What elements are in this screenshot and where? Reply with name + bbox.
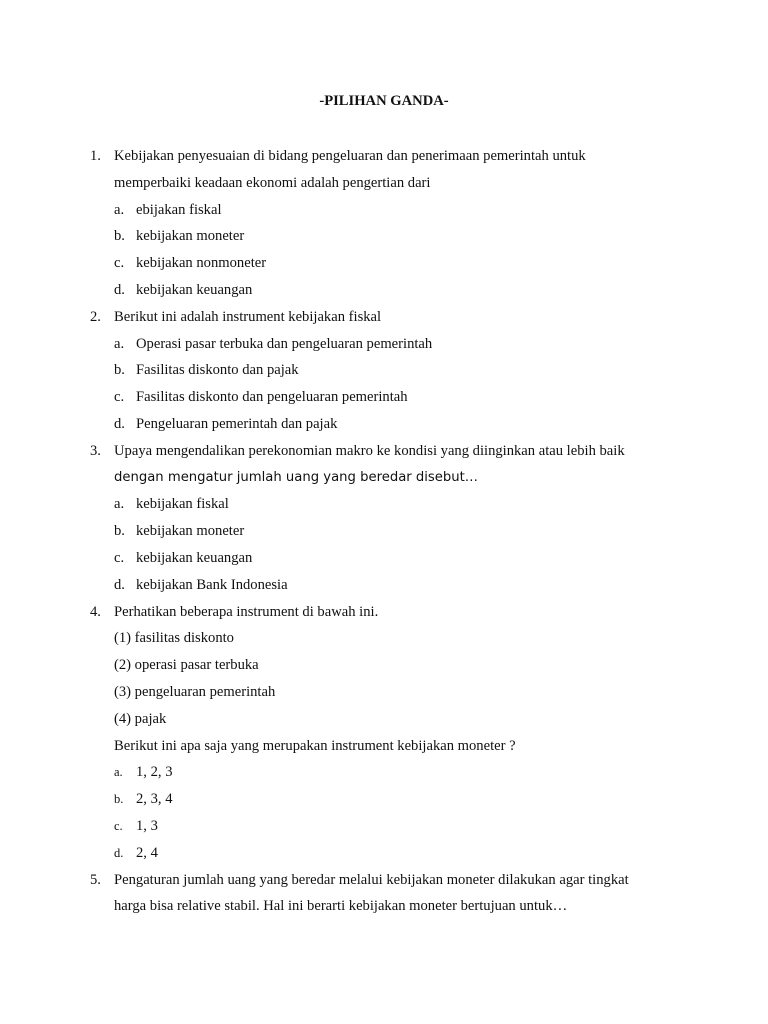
list-item bbox=[0, 652, 768, 679]
question-number: 2. bbox=[90, 308, 101, 325]
option-a bbox=[0, 197, 768, 224]
option-label: d. bbox=[114, 845, 124, 860]
question-text: Kebijakan penyesuaian di bidang pengeluaran dan penerimaan pemerintah untuk bbox=[114, 148, 586, 164]
question-4 bbox=[0, 599, 768, 867]
question-text: Upaya mengendalikan perekonomian makro ke kondisi yang diinginkan atau lebih baik bbox=[114, 442, 625, 459]
question-number: 4. bbox=[90, 603, 101, 620]
option-label: d. bbox=[114, 281, 125, 298]
option-text: ebijakan fiskal bbox=[136, 201, 222, 218]
question-text: Pengaturan jumlah uang yang beredar melalui kebijakan moneter dilakukan agar tingkat bbox=[114, 871, 629, 888]
option-d bbox=[0, 277, 768, 304]
option-text: 1, 3 bbox=[136, 817, 158, 834]
option-label: b. bbox=[114, 362, 125, 379]
option-c bbox=[0, 813, 768, 840]
option-text: kebijakan fiskal bbox=[136, 496, 229, 513]
instrument-item: (2) operasi pasar terbuka bbox=[114, 657, 259, 674]
option-label: b. bbox=[114, 523, 125, 540]
option-a bbox=[0, 491, 768, 518]
option-text: kebijakan Bank Indonesia bbox=[136, 576, 288, 593]
option-label: c. bbox=[114, 549, 125, 566]
option-label: a. bbox=[114, 765, 123, 780]
question-number: 1. bbox=[90, 148, 101, 164]
option-label: a. bbox=[114, 335, 125, 352]
question-text: Berikut ini adalah instrument kebijakan fiskal bbox=[114, 308, 382, 325]
option-b bbox=[0, 223, 768, 250]
option-text: Pengeluaran pemerintah dan pajak bbox=[136, 415, 338, 432]
question-text: Perhatikan beberapa instrument di bawah ini. bbox=[114, 603, 379, 620]
option-d bbox=[0, 840, 768, 867]
question-prompt: Berikut ini apa saja yang merupakan instrument kebijakan moneter ? bbox=[114, 737, 516, 754]
option-text: 1, 2, 3 bbox=[136, 764, 173, 781]
page-title: -PILIHAN GANDA- bbox=[319, 93, 449, 109]
option-label: a. bbox=[114, 496, 125, 513]
option-label: c. bbox=[114, 255, 125, 272]
option-label: b. bbox=[114, 228, 125, 245]
instrument-item: (3) pengeluaran pemerintah bbox=[114, 683, 276, 700]
question-text: harga bisa relative stabil. Hal ini berarti kebijakan moneter bertujuan untuk… bbox=[114, 898, 568, 915]
list-item bbox=[0, 625, 768, 652]
option-a bbox=[0, 331, 768, 358]
option-label: a. bbox=[114, 201, 125, 218]
option-b bbox=[0, 518, 768, 545]
option-text: kebijakan nonmoneter bbox=[136, 255, 267, 272]
option-label: d. bbox=[114, 415, 125, 432]
option-b bbox=[0, 357, 768, 384]
option-text: kebijakan keuangan bbox=[136, 549, 253, 566]
question-text: dengan mengatur jumlah uang yang beredar disebut… bbox=[114, 469, 478, 485]
option-label: d. bbox=[114, 576, 125, 593]
option-c bbox=[0, 250, 768, 277]
list-item bbox=[0, 706, 768, 733]
option-label: b. bbox=[114, 792, 124, 807]
option-c bbox=[0, 384, 768, 411]
list-item bbox=[0, 679, 768, 706]
option-label: c. bbox=[114, 389, 125, 406]
option-text: Operasi pasar terbuka dan pengeluaran pemerintah bbox=[136, 335, 433, 352]
instrument-item: (4) pajak bbox=[114, 710, 167, 727]
option-text: kebijakan keuangan bbox=[136, 281, 253, 298]
question-1 bbox=[0, 143, 768, 304]
option-label: c. bbox=[114, 818, 123, 833]
option-text: 2, 3, 4 bbox=[136, 791, 173, 808]
option-text: kebijakan moneter bbox=[136, 523, 245, 540]
question-number: 5. bbox=[90, 871, 101, 888]
option-text: 2, 4 bbox=[136, 844, 158, 861]
option-text: Fasilitas diskonto dan pajak bbox=[136, 362, 299, 379]
question-5 bbox=[0, 867, 768, 921]
option-d bbox=[0, 572, 768, 599]
option-b bbox=[0, 786, 768, 813]
option-a bbox=[0, 759, 768, 786]
question-3 bbox=[0, 438, 768, 599]
option-c bbox=[0, 545, 768, 572]
question-text: memperbaiki keadaan ekonomi adalah pengertian dari bbox=[114, 174, 431, 191]
option-d bbox=[0, 411, 768, 438]
question-number: 3. bbox=[90, 442, 101, 459]
question-2 bbox=[0, 304, 768, 438]
instrument-item: (1) fasilitas diskonto bbox=[114, 630, 234, 647]
question-list bbox=[0, 143, 768, 920]
option-text: Fasilitas diskonto dan pengeluaran pemerintah bbox=[136, 389, 408, 406]
option-text: kebijakan moneter bbox=[136, 228, 245, 245]
